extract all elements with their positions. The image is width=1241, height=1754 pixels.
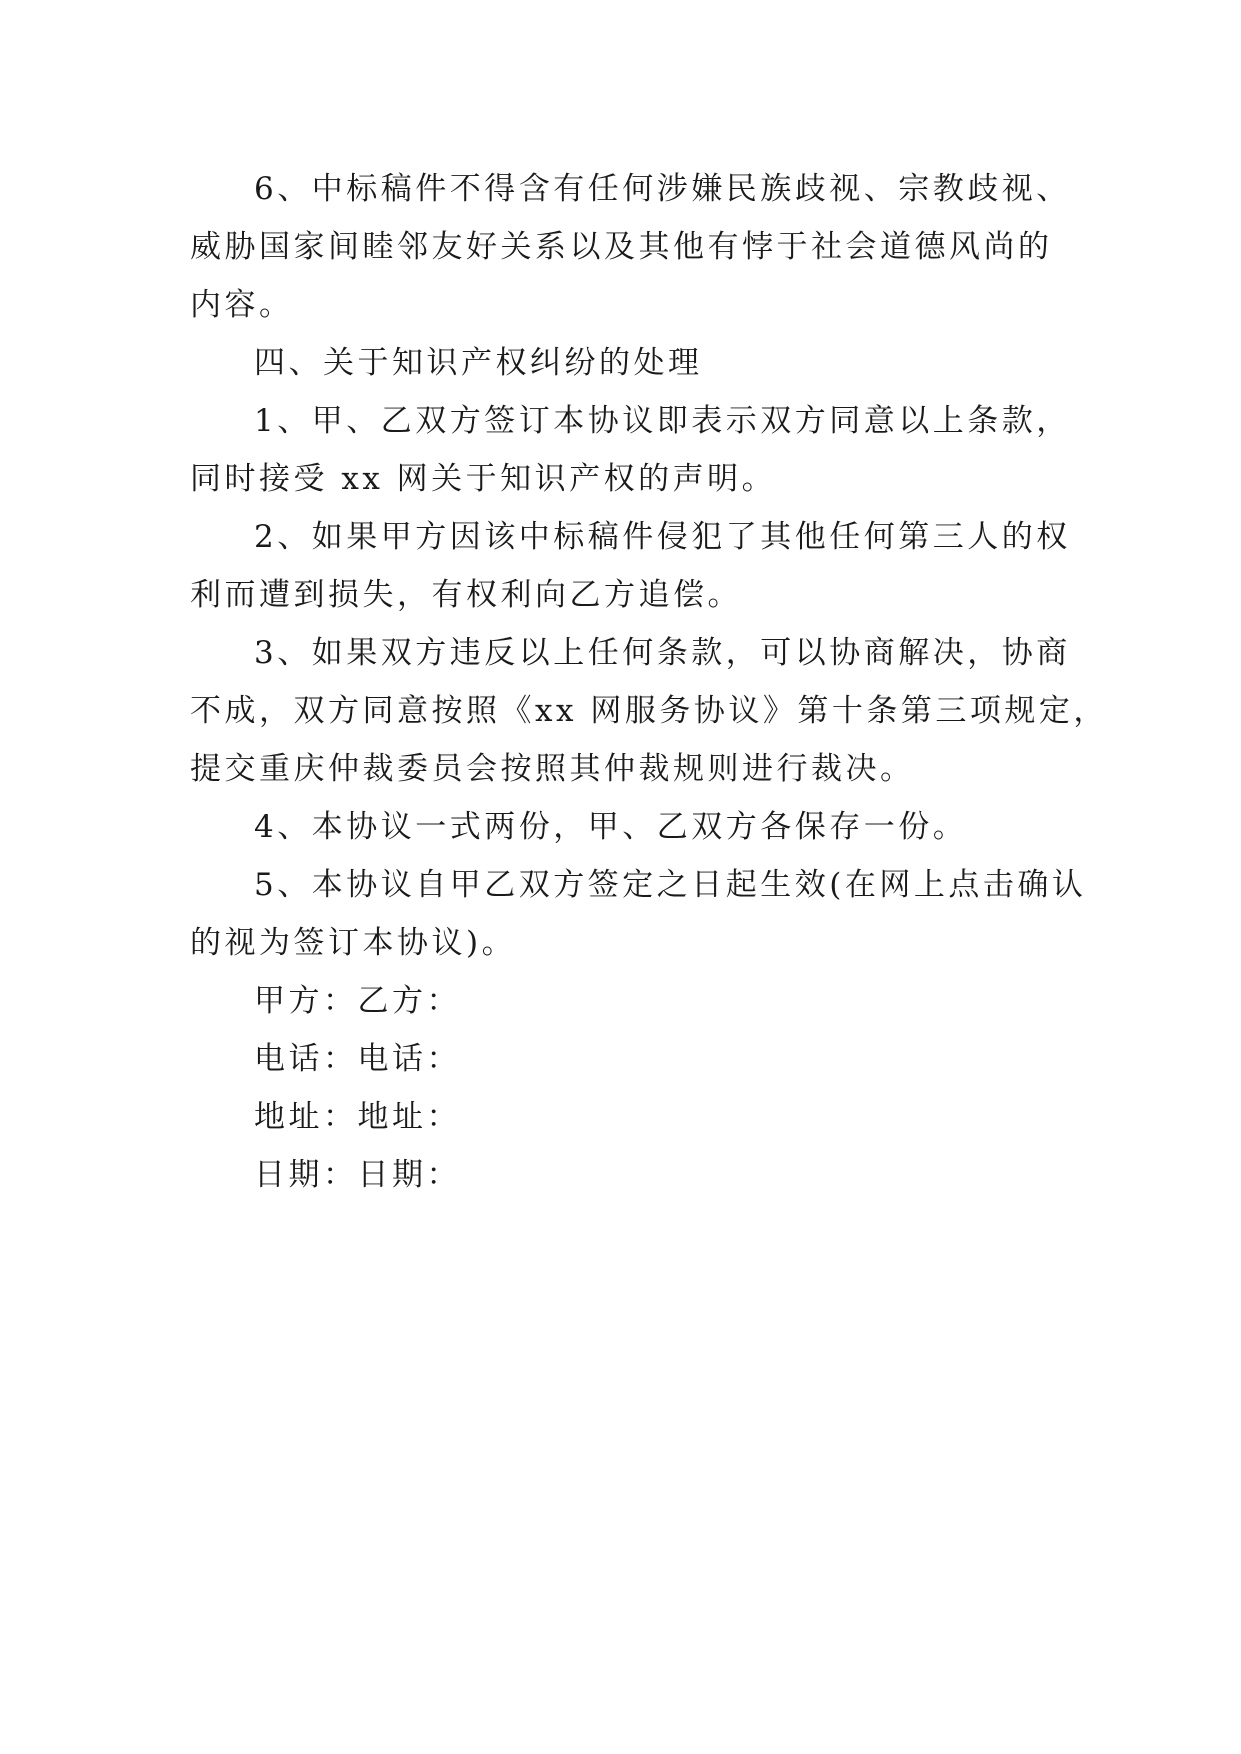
clause-line: 不成，双方同意按照《xx 网服务协议》第十条第三项规定， (190, 693, 1108, 729)
clause-paragraph (190, 856, 1087, 972)
clause-paragraph (190, 508, 1070, 624)
clause-line: 3、如果双方违反以上任何条款，可以协商解决，协商 (254, 635, 1071, 671)
signature-phone-line: 电话：电话： (254, 1041, 461, 1077)
clause-line: 1、甲、乙双方签订本协议即表示双方同意以上条款， (254, 403, 1071, 439)
clause-line: 提交重庆仲裁委员会按照其仲裁规则进行裁决。 (190, 751, 915, 787)
signature-address-line: 地址：地址： (254, 1099, 461, 1135)
clause-line: 同时接受 xx 网关于知识产权的声明。 (190, 461, 777, 497)
clause-paragraph (190, 624, 1108, 798)
clause-line: 4、本协议一式两份，甲、乙双方各保存一份。 (254, 809, 968, 845)
section-heading-text: 四、关于知识产权纠纷的处理 (254, 345, 703, 381)
clause-line: 6、中标稿件不得含有任何涉嫌民族歧视、宗教歧视、 (254, 171, 1071, 207)
clause-paragraph (190, 798, 1070, 856)
clause-line: 2、如果甲方因该中标稿件侵犯了其他任何第三人的权 (254, 519, 1071, 555)
clause-line: 威胁国家间睦邻友好关系以及其他有悖于社会道德风尚的 (190, 229, 1053, 265)
clause-paragraph (190, 160, 1070, 334)
clause-line: 利而遭到损失，有权利向乙方追偿。 (190, 577, 742, 613)
signature-block (190, 972, 1070, 1204)
clause-paragraph (190, 392, 1070, 508)
document-body (190, 160, 1108, 1204)
clause-line: 内容。 (190, 287, 294, 323)
signature-date-line: 日期：日期： (254, 1157, 461, 1193)
section-heading (190, 334, 1070, 392)
clause-line: 的视为签订本协议)。 (190, 925, 517, 961)
signature-parties-line: 甲方：乙方： (254, 983, 461, 1019)
clause-line: 5、本协议自甲乙双方签定之日起生效(在网上点击确认 (254, 867, 1087, 903)
